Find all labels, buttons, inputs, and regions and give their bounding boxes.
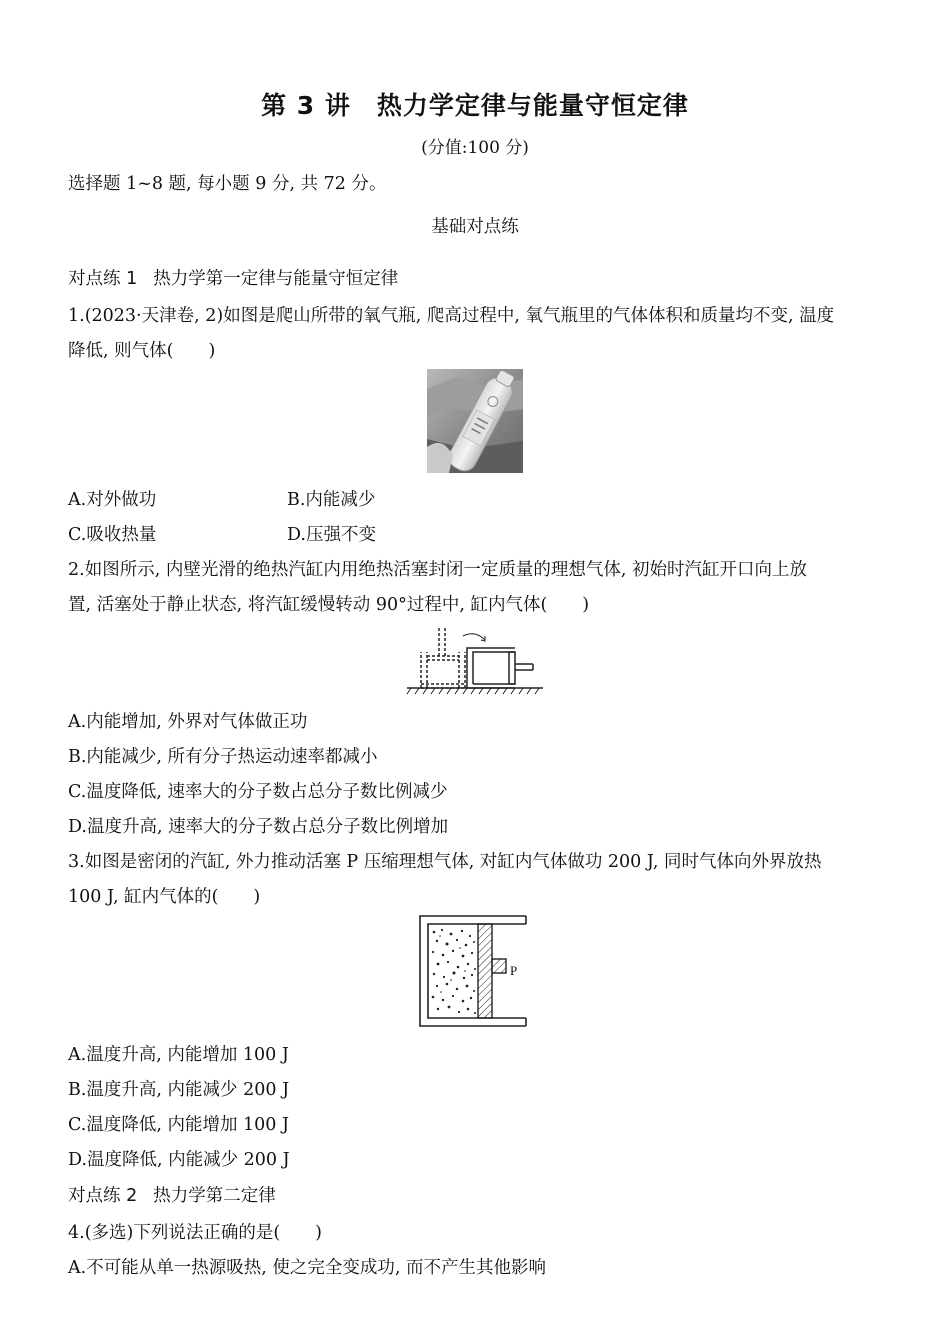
question-4-text: 4.(多选)下列说法正确的是( ) (68, 1223, 323, 1243)
oxygen-bottle-photo (427, 369, 523, 473)
question-3-option-a: A.温度升高, 内能增加 100 J (68, 1045, 289, 1065)
part-name: 热力学第一定律与能量守恒定律 (153, 269, 399, 289)
question-2-text-cont: 置, 活塞处于静止状态, 将汽缸缓慢转动 90°过程中, 缸内气体( ) (68, 595, 590, 615)
question-1-text-cont: 降低, 则气体( ) (68, 341, 216, 361)
cylinder-rotation-diagram (405, 620, 545, 696)
question-2-option-b: B.内能减少, 所有分子热运动速率都减小 (68, 747, 378, 767)
question-3-text-cont: 100 J, 缸内气体的( ) (68, 887, 261, 907)
question-3-text: 3.如图是密闭的汽缸, 外力推动活塞 P 压缩理想气体, 对缸内气体做功 200 J, 同时气体向外界放热 (68, 852, 822, 872)
question-2-option-d: D.温度升高, 速率大的分子数占总分子数比例增加 (68, 817, 449, 837)
part-name: 热力学第二定律 (153, 1186, 276, 1206)
part-label: 对点练 2 (68, 1186, 138, 1206)
question-3-option-c: C.温度降低, 内能增加 100 J (68, 1115, 289, 1135)
question-1-option-c: C.吸收热量 (68, 525, 157, 545)
part-heading-1 (68, 265, 398, 290)
question-1-text: 1.(2023·天津卷, 2)如图是爬山所带的氧气瓶, 爬高过程中, 氧气瓶里的气体体积和质量均不变, 温度 (68, 306, 835, 326)
score-info: (分值:100 分) (421, 138, 529, 158)
question-1-option-a: A.对外做功 (68, 490, 157, 510)
section-title: 基础对点练 (431, 217, 519, 237)
question-2-option-c: C.温度降低, 速率大的分子数占总分子数比例减少 (68, 782, 448, 802)
question-2-option-a: A.内能增加, 外界对气体做正功 (68, 712, 308, 732)
question-3-option-b: B.温度升高, 内能减少 200 J (68, 1080, 290, 1100)
piston-label: P (510, 963, 518, 978)
question-2-text: 2.如图所示, 内壁光滑的绝热汽缸内用绝热活塞封闭一定质量的理想气体, 初始时汽缸开口向上放 (68, 560, 807, 580)
question-1-option-b: B.内能减少 (287, 490, 376, 510)
part-label: 对点练 1 (68, 269, 138, 289)
page-title: 第 3 讲 热力学定律与能量守恒定律 (261, 91, 689, 120)
question-4-option-a: A.不可能从单一热源吸热, 使之完全变成功, 而不产生其他影响 (68, 1258, 546, 1278)
part-heading-2 (68, 1182, 276, 1207)
question-3-option-d: D.温度降低, 内能减少 200 J (68, 1150, 290, 1170)
sealed-cylinder-diagram (418, 914, 532, 1030)
instructions: 选择题 1~8 题, 每小题 9 分, 共 72 分。 (68, 174, 387, 194)
question-1-option-d: D.压强不变 (287, 525, 376, 545)
